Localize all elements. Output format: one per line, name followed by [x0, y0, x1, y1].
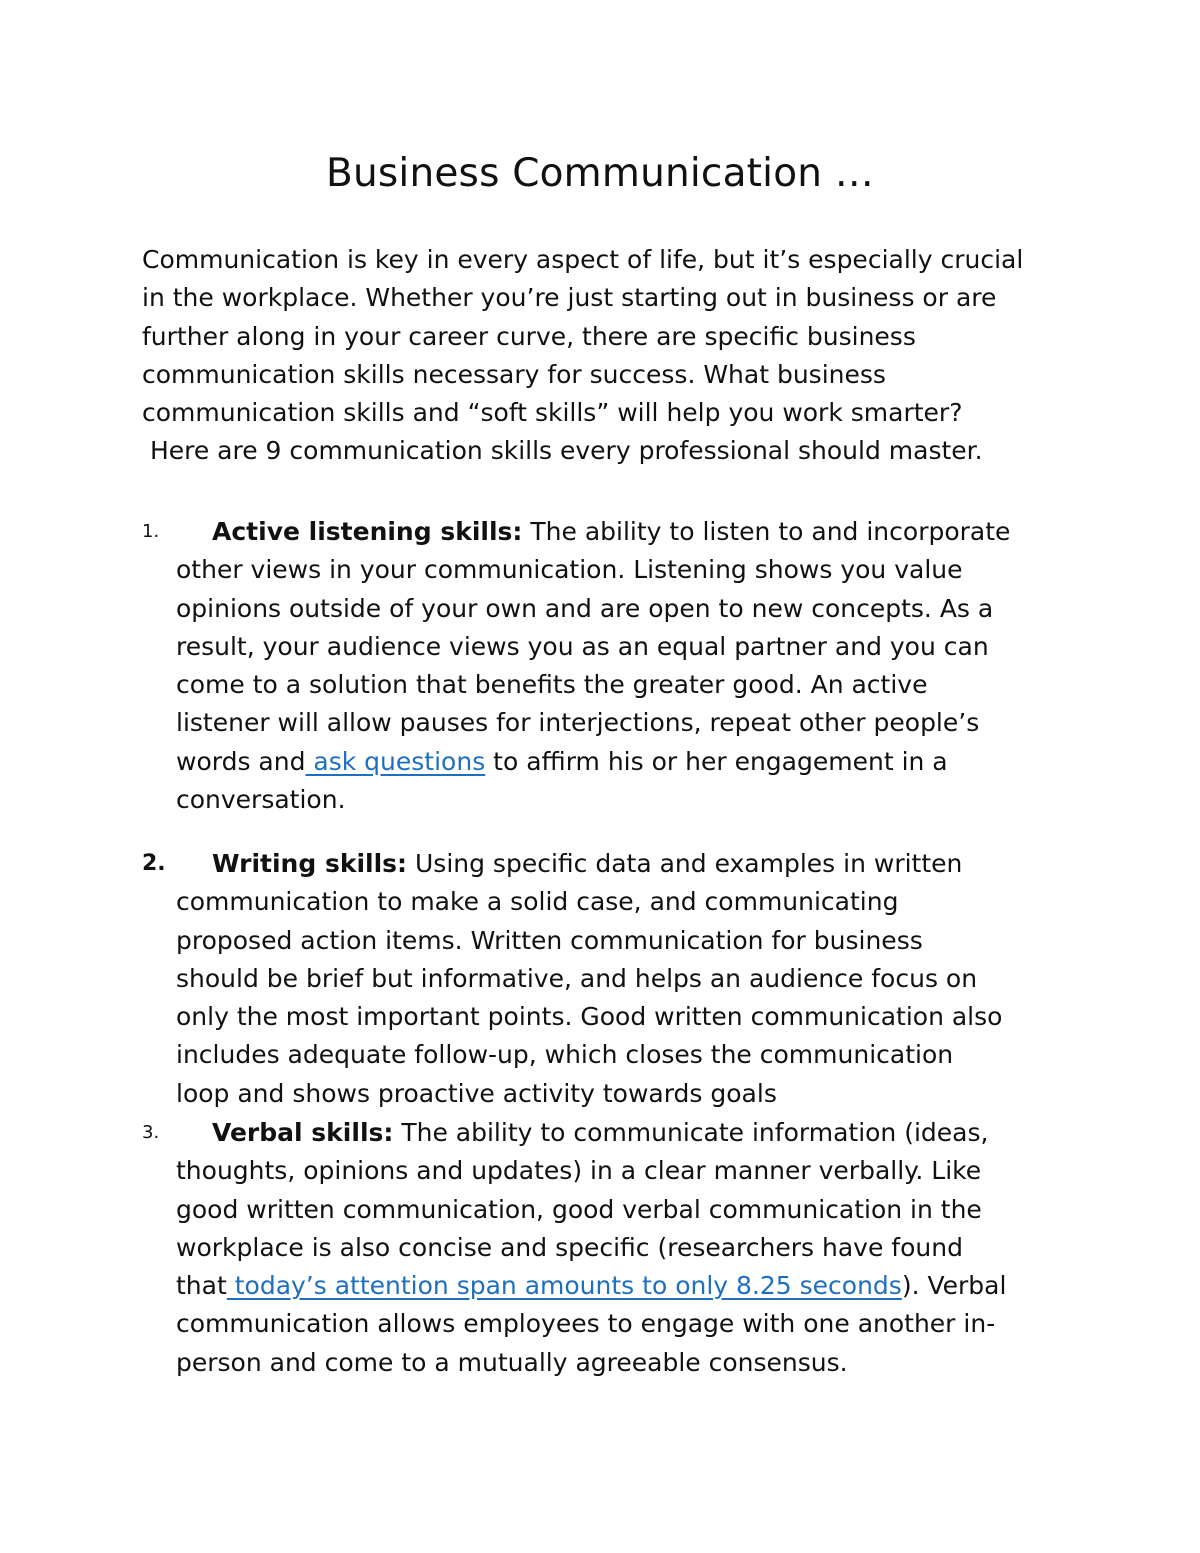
attention-span-link[interactable]: today’s attention span amounts to only 8.25 seconds: [226, 1271, 902, 1301]
list-item-text: The ability to communicate information (ideas,: [393, 1118, 989, 1147]
list-item-number: 1.: [142, 521, 160, 542]
list-item-text: words and: [176, 746, 306, 776]
intro-paragraph: [142, 241, 1082, 471]
list-item-line: communication to make a solid case, and communicating: [176, 887, 899, 917]
list-item-line-with-link: [176, 743, 1076, 781]
list-item-line: includes adequate follow-up, which closes the communication: [176, 1040, 954, 1070]
list-item-term: Writing skills:: [212, 849, 408, 878]
list-item-text: The ability to listen to and incorporate: [522, 517, 1011, 546]
intro-line: further along in your career curve, there are specific business: [142, 321, 916, 351]
list-item-line: listener will allow pauses for interjections, repeat other people’s: [176, 708, 980, 738]
list-item-term: Verbal skills:: [212, 1118, 394, 1147]
list-item-term: Active listening skills:: [212, 517, 523, 546]
list-item-line: workplace is also concise and specific (researchers have found: [176, 1232, 963, 1262]
ask-questions-link[interactable]: ask questions: [305, 746, 486, 776]
list-item-first-line: [176, 1114, 1076, 1152]
list-item-text: Using specific data and examples in written: [407, 849, 963, 878]
list-item-line: should be brief but informative, and helps an audience focus on: [176, 963, 978, 993]
list-item-body: [176, 513, 1076, 819]
list-item-first-line: [176, 845, 1076, 883]
list-item-line: thoughts, opinions and updates) in a clear manner verbally. Like: [176, 1156, 982, 1186]
intro-line: communication skills and “soft skills” will help you work smarter?: [142, 398, 963, 428]
list-item-line: opinions outside of your own and are open to new concepts. As a: [176, 593, 994, 623]
list-item-line: conversation.: [176, 785, 346, 815]
list-item-text: that: [176, 1271, 227, 1301]
document-title: Business Communication …: [326, 151, 874, 196]
intro-line: Here are 9 communication skills every professional should master.: [142, 436, 983, 466]
list-item-body: [176, 1114, 1076, 1382]
list-item-number: 2.: [142, 851, 166, 876]
list-item-line: communication allows employees to engage with one another in-: [176, 1309, 996, 1339]
list-item-line: loop and shows proactive activity towards goals: [176, 1078, 777, 1108]
list-item-line-with-link: [176, 1267, 1076, 1305]
intro-line: Communication is key in every aspect of life, but it’s especially crucial: [142, 245, 1024, 274]
list-item-line: proposed action items. Written communication for business: [176, 925, 923, 955]
list-item-text: ). Verbal: [901, 1271, 1007, 1301]
list-item-line: only the most important points. Good written communication also: [176, 1002, 1003, 1032]
list-item-line: person and come to a mutually agreeable consensus.: [176, 1347, 848, 1377]
intro-line: communication skills necessary for success. What business: [142, 359, 886, 389]
list-item-line: other views in your communication. Listening shows you value: [176, 555, 963, 585]
intro-line: in the workplace. Whether you’re just starting out in business or are: [142, 283, 997, 313]
list-item-line: come to a solution that benefits the greater good. An active: [176, 670, 928, 700]
list-item-text: to affirm his or her engagement in a: [485, 746, 948, 776]
list-item-first-line: [176, 513, 1076, 551]
list-item-line: good written communication, good verbal communication in the: [176, 1194, 982, 1224]
list-item-body: [176, 845, 1076, 1113]
list-item-line: result, your audience views you as an equal partner and you can: [176, 631, 989, 661]
list-item-number: 3.: [142, 1122, 160, 1143]
